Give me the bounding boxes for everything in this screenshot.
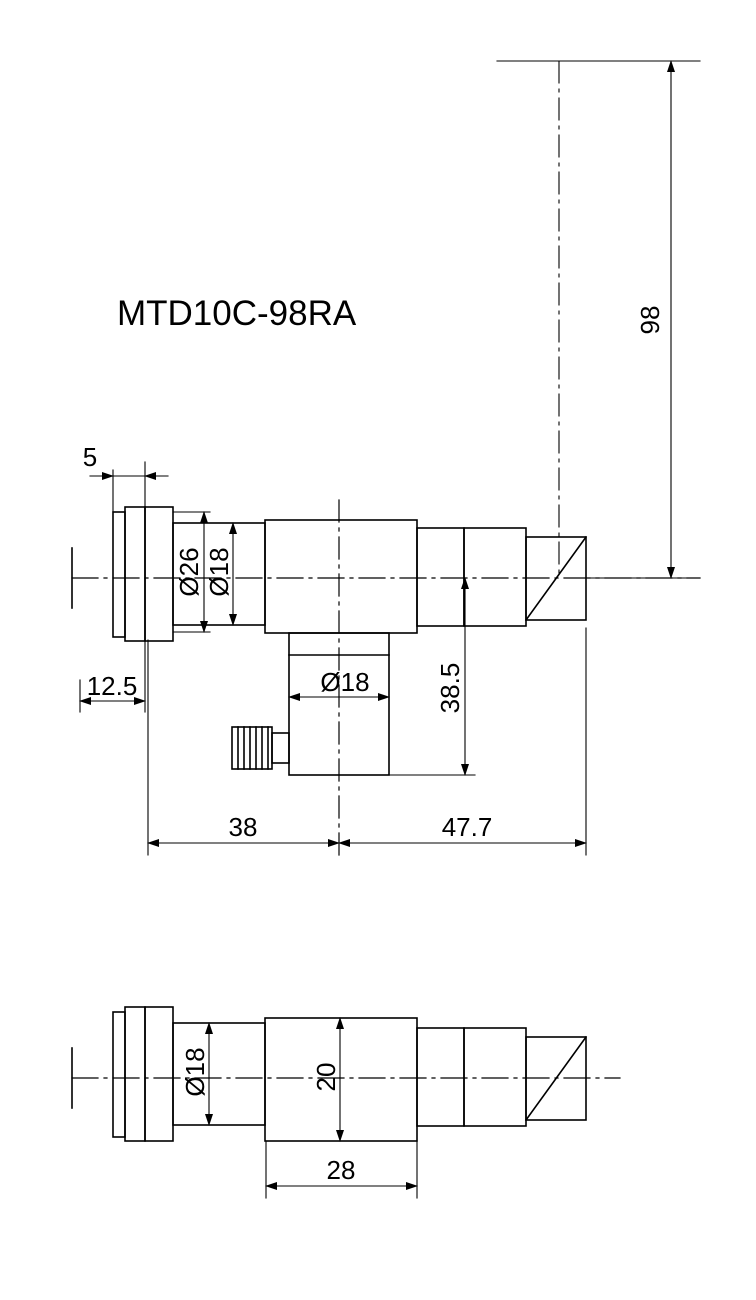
bottom-flange-block: [145, 1007, 173, 1141]
dim-5-label: 5: [82, 442, 98, 472]
flange-block: [145, 507, 173, 641]
connector-cap: [113, 507, 145, 641]
bottom-connector-cap: [113, 1007, 145, 1141]
dim-98-lines: [497, 61, 700, 578]
knurled-adjuster: [232, 727, 289, 769]
intermediate-section: [417, 528, 464, 626]
dim-38-5-label: 38.5: [435, 662, 465, 714]
dim-98-label: 98: [635, 305, 665, 335]
dim-d18-lower-label: Ø18: [180, 1047, 210, 1097]
bottom-main-body: [265, 1018, 417, 1141]
dim-d18-branch-label: Ø18: [320, 667, 370, 697]
intermediate-section-2: [464, 528, 526, 626]
bottom-intermediate-section: [417, 1028, 464, 1126]
dim-28-label: 28: [326, 1155, 356, 1185]
dim-d26-label: Ø26: [174, 547, 204, 597]
dim-12-5-label: 12.5: [86, 671, 138, 701]
dim-47-7-label: 47.7: [441, 812, 493, 842]
dim-38-label: 38: [228, 812, 258, 842]
main-body: [265, 520, 417, 633]
dim-d18-upper-label: Ø18: [204, 547, 234, 597]
dim-20-label: 20: [311, 1062, 341, 1092]
bottom-intermediate-section-2: [464, 1028, 526, 1126]
part-title: MTD10C-98RA: [117, 294, 357, 333]
dim-38-47-lines: [148, 628, 586, 855]
dim-5-lines: [90, 462, 168, 512]
